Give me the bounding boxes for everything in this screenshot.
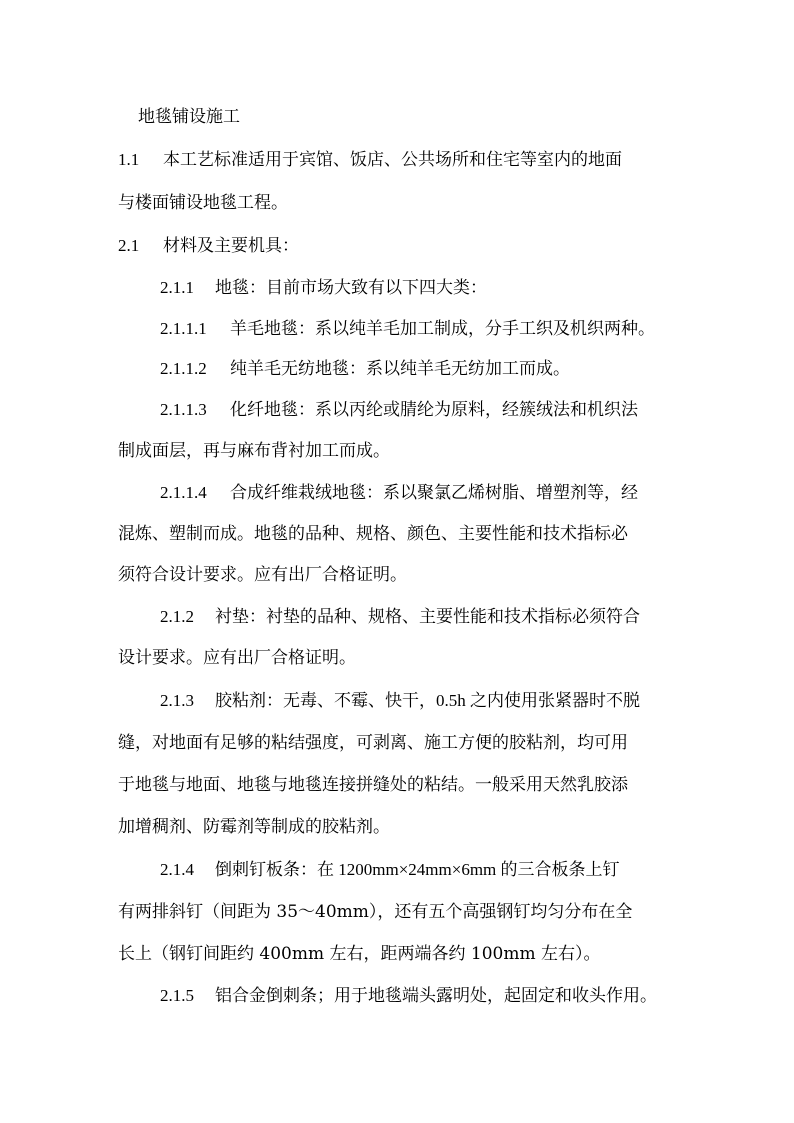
section-1-1-continuation: 与楼面铺设地毯工程。 xyxy=(118,193,288,213)
section-2-1-2-continuation: 设计要求。应有出厂合格证明。 xyxy=(118,648,356,668)
section-text: 羊毛地毯：系以纯羊毛加工制成，分手工织及机织两种。 xyxy=(230,319,655,338)
section-number: 2.1.1.4 xyxy=(160,483,207,502)
section-text: 胶粘剂：无毒、不霉、快干，0.5h 之内使用张紧器时不脱 xyxy=(215,691,640,710)
section-number: 2.1.1 xyxy=(160,278,194,297)
section-2-1-3-continuation-3: 加增稠剂、防霉剂等制成的胶粘剂。 xyxy=(118,817,390,837)
section-number: 2.1.1.2 xyxy=(160,359,207,378)
document-title: 地毯铺设施工 xyxy=(138,107,240,127)
section-number: 2.1.1.3 xyxy=(160,400,207,419)
section-text: 材料及主要机具： xyxy=(163,236,299,255)
section-2-1-1-4-continuation-2: 须符合设计要求。应有出厂合格证明。 xyxy=(118,565,407,585)
section-text: 倒刺钉板条：在 1200mm×24mm×6mm 的三合板条上钉 xyxy=(215,860,620,879)
section-2-1-1-3-continuation: 制成面层，再与麻布背衬加工而成。 xyxy=(118,441,390,461)
section-2-1-4-continuation: 有两排斜钉（间距为 35～40mm），还有五个高强钢钉均匀分布在全 xyxy=(118,902,633,922)
section-number: 1.1 xyxy=(118,150,140,169)
section-text: 纯羊毛无纺地毯：系以纯羊毛无纺加工而成。 xyxy=(230,359,570,378)
section-number: 2.1.2 xyxy=(160,607,194,626)
section-number: 2.1.1.1 xyxy=(160,319,207,338)
section-2-1-3-continuation: 缝，对地面有足够的粘结强度，可剥离、施工方便的胶粘剂，均可用 xyxy=(118,733,628,753)
section-number: 2.1.4 xyxy=(160,860,194,879)
section-text: 铝合金倒刺条；用于地毯端头露明处，起固定和收头作用。 xyxy=(215,986,657,1005)
section-2-1-1-4-continuation: 混炼、塑制而成。地毯的品种、规格、颜色、主要性能和技术指标必 xyxy=(118,524,628,544)
section-text: 本工艺标准适用于宾馆、饭店、公共场所和住宅等室内的地面 xyxy=(163,150,622,169)
section-text: 合成纤维栽绒地毯：系以聚氯乙烯树脂、增塑剂等，经 xyxy=(230,483,638,502)
section-text: 化纤地毯：系以丙纶或腈纶为原料，经簇绒法和机织法 xyxy=(230,400,638,419)
section-number: 2.1.3 xyxy=(160,691,194,710)
section-number: 2.1.5 xyxy=(160,986,194,1005)
section-2-1-3-continuation-2: 于地毯与地面、地毯与地毯连接拼缝处的粘结。一般采用天然乳胶添 xyxy=(118,775,628,795)
section-2-1-4-continuation-2: 长上（钢钉间距约 400mm 左右，距两端各约 100mm 左右）。 xyxy=(118,944,601,964)
section-text: 衬垫：衬垫的品种、规格、主要性能和技术指标必须符合 xyxy=(215,607,640,626)
section-number: 2.1 xyxy=(118,236,140,255)
section-text: 地毯：目前市场大致有以下四大类： xyxy=(215,278,487,297)
